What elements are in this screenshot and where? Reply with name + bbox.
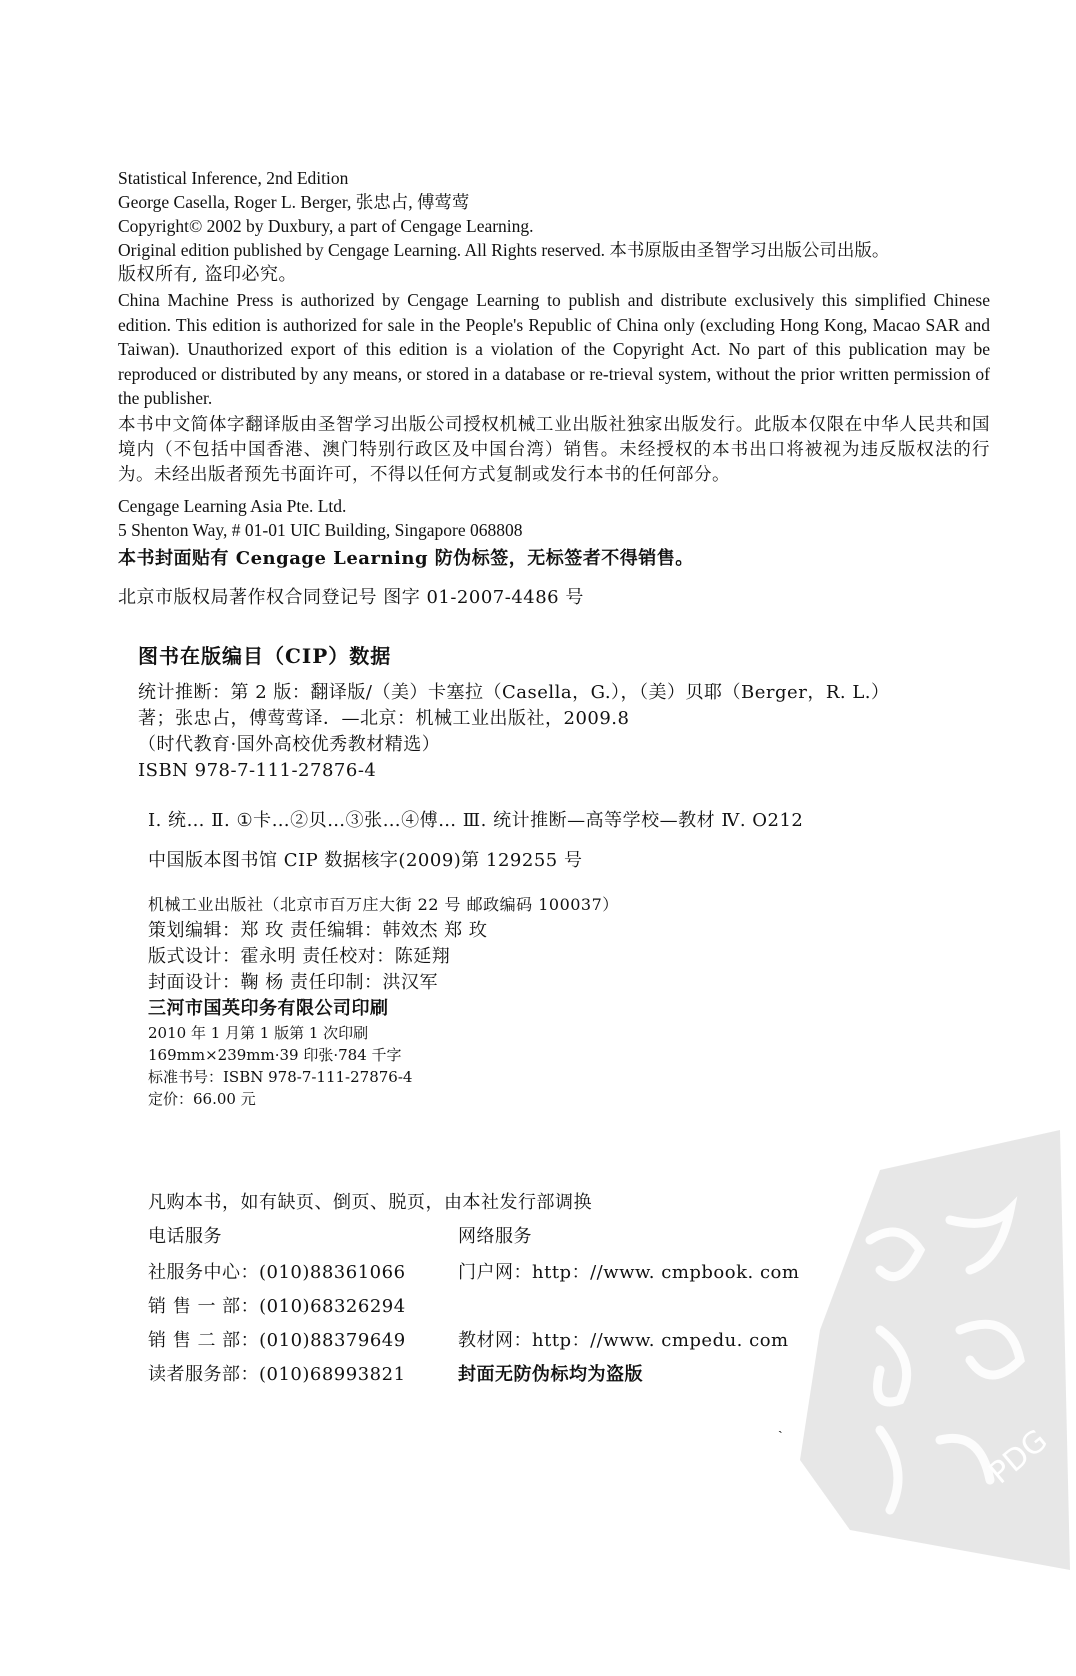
cover-line: 封面设计：鞠 杨 责任印制：洪汉军 [148,972,438,993]
copyright-registration: 北京市版权局著作权合同登记号 图字 01-2007-4486 号 [118,587,584,608]
original-edition-line: Original edition published by Cengage Learning. All Rights reserved. 本书原版由圣智学习出版公司出版。 [118,240,890,260]
stray-mark: ˎ [778,1418,783,1434]
authorization-chinese: 本书中文简体字翻译版由圣智学习出版公司授权机械工业出版社独家出版发行。此版本仅限在中华人民共和国境内（不包括中国香港、澳门特别行政区及中国台湾）销售。未经授权的本书出口将被视为违反版权法的行为。未经出版者预先书面许可，不得以任何方式复制或发行本书的任何部分。 [118,414,990,485]
isbn-line: 标准书号：ISBN 978-7-111-27876-4 [148,1068,413,1086]
phone-row: 社服务中心：(010)88361066 [148,1262,406,1283]
web-row: 封面无防伪标均为盗版 [458,1364,643,1385]
price-line: 定价：66.00 元 [148,1090,256,1108]
cip-section [138,680,938,784]
design-line: 版式设计：霍永明 责任校对：陈延翔 [148,946,451,967]
web-service-title: 网络服务 [458,1226,532,1247]
cip-line-4: ISBN 978-7-111-27876-4 [138,760,377,781]
printer-line: 三河市国英印务有限公司印刷 [148,998,389,1019]
book-title-line: Statistical Inference, 2nd Edition [118,168,349,188]
editor-line: 策划编辑：郑 玫 责任编辑：韩效杰 郑 玫 [148,920,488,941]
authorization-english: China Machine Press is authorized by Cengage Learning to publish and distribute exclusively this simplified Chinese edition. This edition is authorized for sale in the People's Republic of China only (excluding Hong Kong, Macao SAR and Taiwan). Unauthorized export of this edition is a violation of the Copyright Act. No part of this publication may be reproduced or distributed by any means, or stored in a database or re-trieval system, without the prior written permission of the publisher. [118,290,990,408]
phone-row: 销 售 二 部：(010)88379649 [148,1330,406,1351]
address-street: 5 Shenton Way, # 01-01 UIC Building, Singapore 068808 [118,520,523,540]
cip-heading: 图书在版编目（CIP）数据 [138,644,392,668]
authorization-section [118,288,990,488]
service-titles [148,1224,848,1250]
edition-line: 2010 年 1 月第 1 版第 1 次印刷 [148,1024,369,1042]
service-notice: 凡购本书，如有缺页、倒页、脱页，由本社发行部调换 [148,1192,592,1213]
watermark-shape [800,1130,1070,1570]
header-section [118,166,998,288]
format-line: 169mm×239mm·39 印张·784 千字 [148,1046,402,1064]
watermark-label: PDG [982,1422,1055,1492]
service-row [148,1294,848,1320]
watermark-seal-icon [760,1130,1070,1570]
web-row: 教材网：http：//www. cmpedu. com [458,1330,789,1351]
service-row [148,1260,848,1286]
address-company: Cengage Learning Asia Pte. Ltd. [118,496,347,516]
web-row: 门户网：http：//www. cmpbook. com [458,1262,800,1283]
publisher-line: 机械工业出版社（北京市百万庄大街 22 号 邮政编码 100037） [148,895,619,914]
authors-line: George Casella, Roger L. Berger, 张忠占, 傅莺莺 [118,192,470,212]
service-row [148,1328,848,1354]
cip-classification: Ⅰ. 统… Ⅱ. ①卡…②贝…③张…④傅… Ⅲ. 统计推断—高等学校—教材 Ⅳ. O212 [148,810,804,831]
copyright-line: Copyright© 2002 by Duxbury, a part of Cengage Learning. [118,216,534,236]
cip-line-1: 统计推断：第 2 版：翻译版/（美）卡塞拉（Casella，G.），（美）贝耶（Berger，R. L.） [138,682,890,703]
service-row [148,1362,848,1388]
address-section [118,494,998,542]
phone-row: 销 售 一 部：(010)68326294 [148,1296,406,1317]
cip-line-2: 著；张忠占，傅莺莺译．—北京：机械工业出版社，2009.8 [138,708,630,729]
cip-line-3: （时代教育·国外高校优秀教材精选） [138,734,441,755]
phone-row: 读者服务部：(010)68993821 [148,1364,406,1385]
cip-verification: 中国版本图书馆 CIP 数据核字(2009)第 129255 号 [148,850,583,871]
service-section [148,1224,848,1388]
anti-counterfeit-notice: 本书封面贴有 Cengage Learning 防伪标签，无标签者不得销售。 [118,548,694,569]
rights-line: 版权所有, 盗印必究。 [118,264,297,285]
phone-service-title: 电话服务 [148,1226,222,1247]
publisher-section [148,892,1028,1110]
